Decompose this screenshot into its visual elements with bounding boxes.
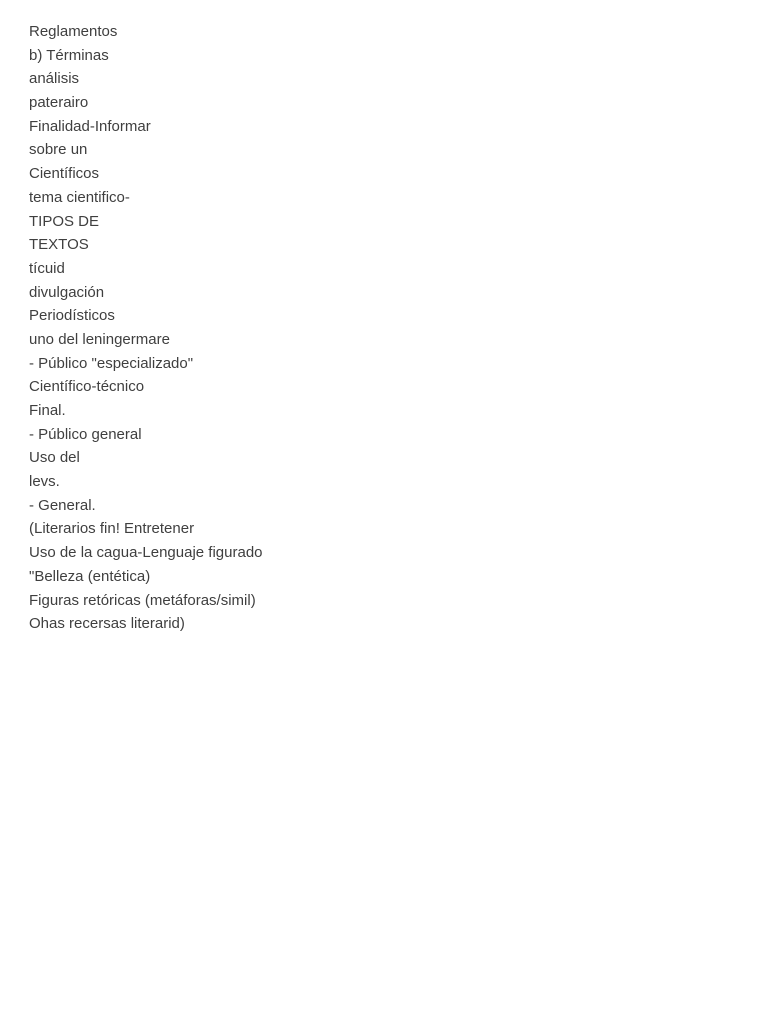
note-line: Ohas recersas literarid) — [29, 615, 185, 633]
note-line: divulgación — [29, 283, 105, 301]
note-line: - General. — [29, 496, 96, 514]
note-line: TIPOS DE — [29, 212, 100, 230]
note-line: Figuras retóricas (metáforas/simil) — [29, 591, 256, 609]
note-line: "Belleza (entética) — [29, 567, 151, 585]
note-line: - Público general — [29, 425, 142, 443]
note-line: Periodísticos — [29, 307, 115, 325]
note-line: Reglamentos — [29, 23, 118, 40]
note-line: levs. — [29, 473, 60, 491]
note-line: b) Términas — [29, 46, 109, 64]
note-line: Finalidad-Informar — [29, 117, 151, 135]
note-text — [29, 20, 729, 636]
note-line: tícuid — [29, 259, 65, 277]
note-line: Uso del — [29, 449, 80, 467]
note-line: uno del leningermare — [29, 330, 170, 348]
note-line: Uso de la cagua-Lenguaje figurado — [29, 544, 263, 562]
note-line: análisis — [29, 70, 80, 88]
note-line: paterairo — [29, 94, 89, 112]
note-line: TEXTOS — [29, 236, 89, 254]
note-line: - Público "especializado" — [29, 354, 194, 372]
note-line: Científico-técnico — [29, 378, 145, 396]
note-line: (Literarios fin! Entretener — [29, 520, 195, 538]
note-line: Final. — [29, 402, 66, 419]
note-line: Científicos — [29, 165, 100, 183]
note-line: tema cientifico- — [29, 188, 130, 206]
note-line: sobre un — [29, 141, 88, 159]
